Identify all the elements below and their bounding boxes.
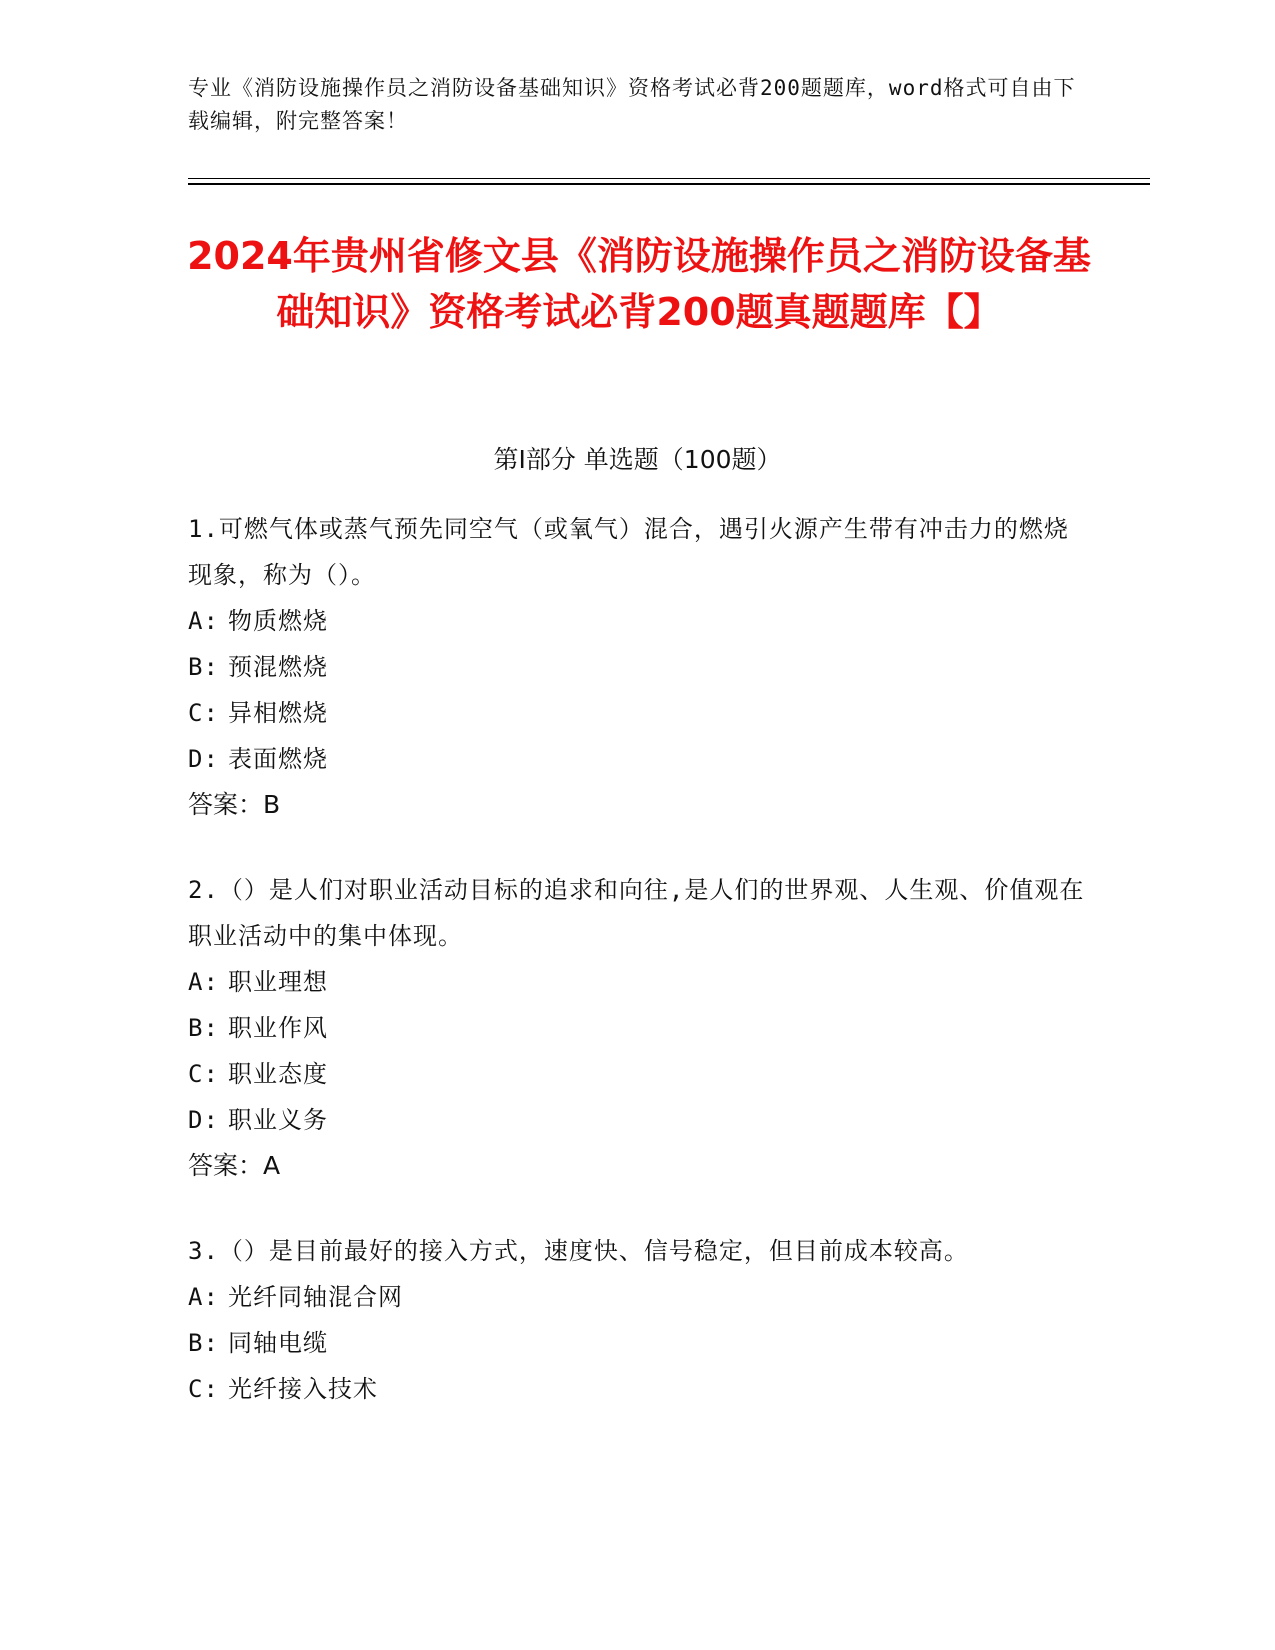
option-letter: B: [188, 1329, 219, 1357]
option-letter: D: [188, 1106, 219, 1134]
option-text: 预混燃烧 [228, 653, 328, 681]
option-letter: C: [188, 699, 219, 727]
option-text: 同轴电缆 [228, 1329, 328, 1357]
answer: 答案：A [188, 1151, 281, 1180]
section-heading: 第I部分 单选题（100题） [493, 445, 782, 474]
option-c [188, 690, 1088, 736]
question-3 [188, 1228, 1088, 1412]
option-text: 光纤同轴混合网 [228, 1283, 403, 1311]
question-stem: 3.（）是目前最好的接入方式，速度快、信号稳定，但目前成本较高。 [188, 1237, 969, 1265]
option-text: 物质燃烧 [228, 607, 328, 635]
header-divider-thick [188, 183, 1150, 185]
question-stem: 1.可燃气体或蒸气预先同空气（或氧气）混合，遇引火源产生带有冲击力的燃烧现象，称为（）。 [188, 515, 1069, 589]
option-letter: D: [188, 745, 219, 773]
option-b [188, 1005, 1088, 1051]
option-letter: A: [188, 607, 219, 635]
option-b [188, 644, 1088, 690]
option-a [188, 1274, 1088, 1320]
option-letter: B: [188, 1014, 219, 1042]
option-a [188, 598, 1088, 644]
question-1 [188, 506, 1088, 828]
option-letter: A: [188, 1283, 219, 1311]
header-note: 专业《消防设施操作员之消防设备基础知识》资格考试必背200题题库，word格式可自由下载编辑，附完整答案！ [188, 76, 1076, 133]
option-letter: B: [188, 653, 219, 681]
option-b [188, 1320, 1088, 1366]
option-text: 职业作风 [228, 1014, 328, 1042]
option-text: 光纤接入技术 [228, 1375, 378, 1403]
option-a [188, 959, 1088, 1005]
option-c [188, 1366, 1088, 1412]
option-d [188, 1097, 1088, 1143]
option-letter: C: [188, 1375, 219, 1403]
option-text: 职业义务 [228, 1106, 328, 1134]
answer: 答案：B [188, 790, 281, 819]
option-c [188, 1051, 1088, 1097]
option-d [188, 736, 1088, 782]
option-text: 异相燃烧 [228, 699, 328, 727]
option-text: 表面燃烧 [228, 745, 328, 773]
question-2 [188, 867, 1088, 1189]
question-stem: 2.（）是人们对职业活动目标的追求和向往,是人们的世界观、人生观、价值观在职业活动中的集中体现。 [188, 876, 1085, 950]
header-divider-thin [188, 178, 1150, 179]
option-text: 职业理想 [228, 968, 328, 996]
option-letter: A: [188, 968, 219, 996]
document-title: 2024年贵州省修文县《消防设施操作员之消防设备基础知识》资格考试必背200题真题题库【】 [187, 234, 1091, 334]
option-letter: C: [188, 1060, 219, 1088]
option-text: 职业态度 [228, 1060, 328, 1088]
